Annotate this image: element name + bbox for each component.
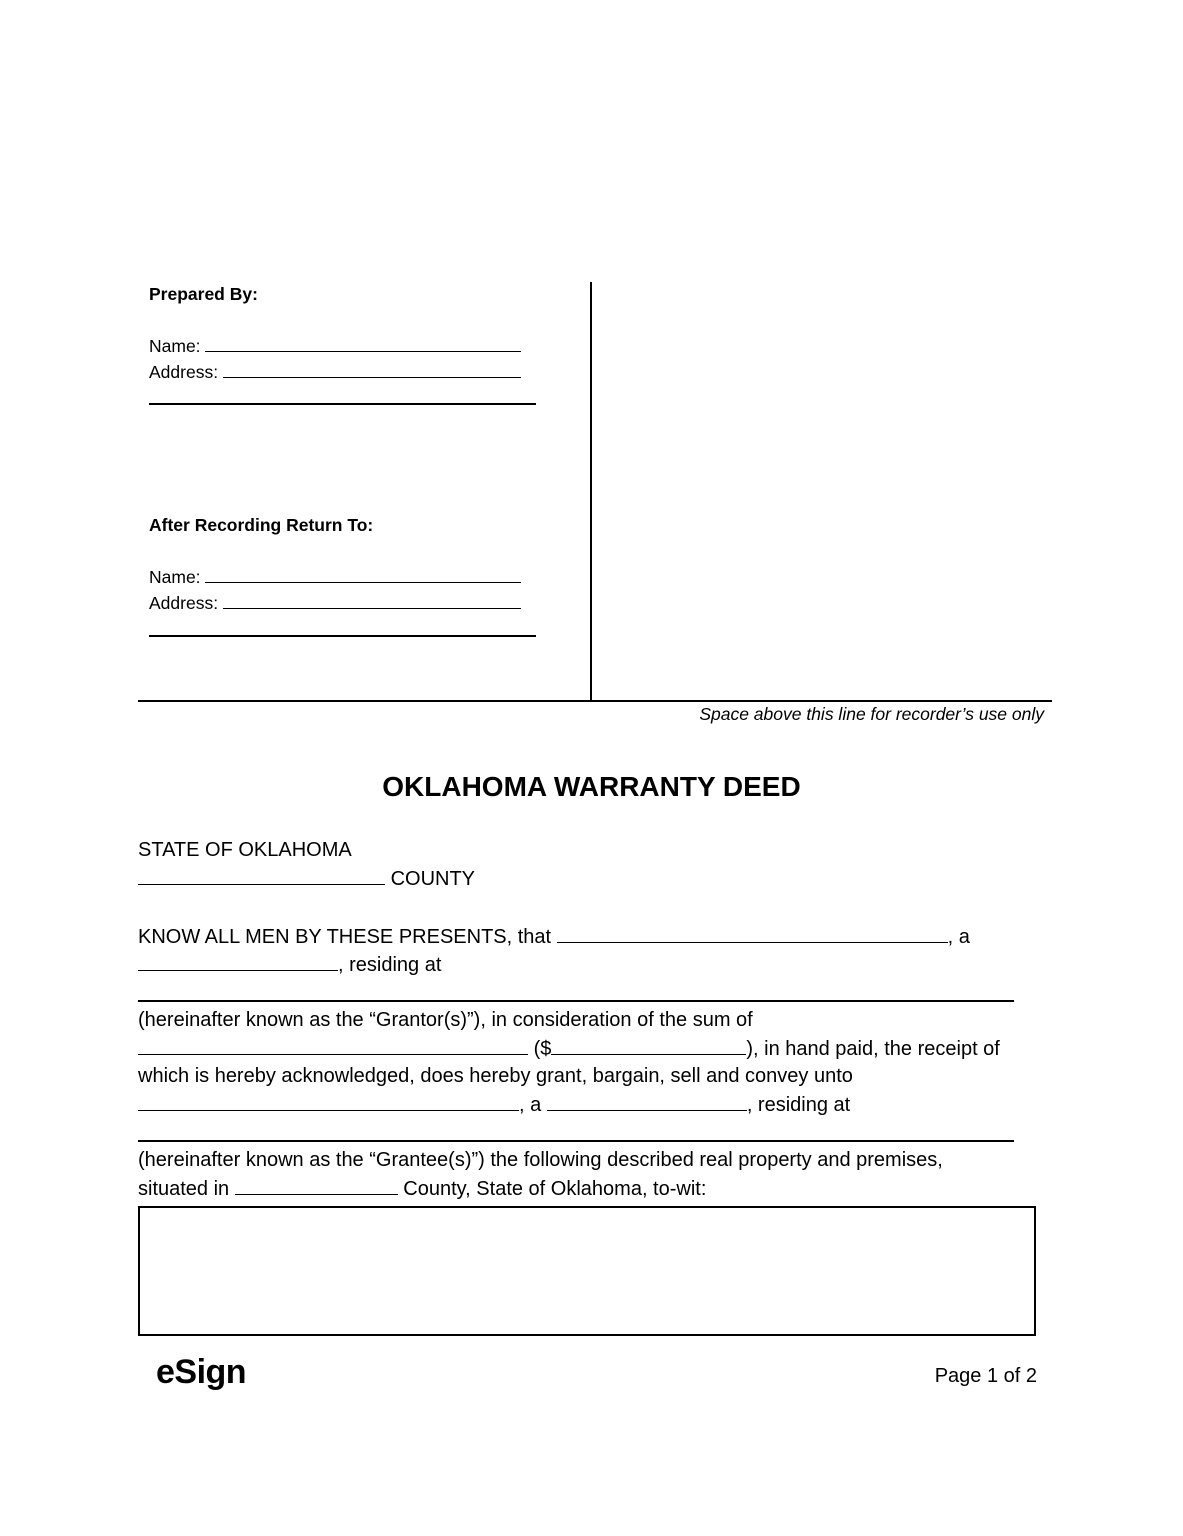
county-line: [138, 866, 475, 891]
grantor-address-field[interactable]: [138, 1000, 1014, 1002]
return-address-field[interactable]: [223, 590, 521, 609]
name-label: Name:: [149, 567, 201, 587]
prepared-address-field-2[interactable]: [149, 403, 536, 405]
return-address-row: [149, 590, 521, 615]
grantee-name-field[interactable]: [138, 1092, 519, 1111]
address-label: Address:: [149, 593, 219, 613]
know-all-text: KNOW ALL MEN BY THESE PRESENTS, that: [138, 926, 552, 948]
text: ), in hand paid, the receipt of: [746, 1038, 1000, 1060]
return-name-row: [149, 564, 521, 589]
consideration-amount-field[interactable]: [551, 1036, 746, 1055]
grantee-clause: (hereinafter known as the “Grantee(s)”) the following described real property and premises,: [138, 1149, 943, 1171]
grantor-line: [138, 924, 970, 949]
county-field[interactable]: [138, 866, 385, 885]
situated-line: [138, 1176, 706, 1201]
grantor-name-field[interactable]: [557, 924, 948, 943]
text: County, State of Oklahoma, to-wit:: [403, 1178, 707, 1200]
esign-logo: eSign: [156, 1353, 247, 1391]
grantor-status-line: [138, 952, 441, 977]
return-name-field[interactable]: [205, 564, 521, 583]
prepared-name-field[interactable]: [205, 333, 521, 352]
consideration-words-field[interactable]: [138, 1036, 528, 1055]
grantee-status-field[interactable]: [547, 1092, 747, 1111]
recorder-note: Space above this line for recorder’s use only: [699, 704, 1044, 724]
address-label: Address:: [149, 362, 219, 382]
county-label: COUNTY: [390, 868, 476, 890]
text: , residing at: [338, 954, 442, 976]
grantee-address-field[interactable]: [138, 1140, 1014, 1142]
legal-description-box[interactable]: [138, 1206, 1036, 1336]
text: , residing at: [746, 1094, 851, 1116]
grantee-line: [138, 1092, 850, 1117]
grantor-status-field[interactable]: [138, 952, 338, 971]
return-address-field-2[interactable]: [149, 635, 536, 637]
page-number: Page 1 of 2: [934, 1365, 1037, 1387]
text: situated in: [138, 1178, 230, 1200]
state-line: STATE OF OKLAHOMA: [138, 839, 352, 861]
vertical-divider: [590, 282, 592, 701]
text: , a: [519, 1094, 542, 1116]
prepared-address-row: [149, 359, 521, 384]
property-county-field[interactable]: [235, 1176, 398, 1195]
text: ($: [533, 1038, 552, 1060]
prepared-by-label: Prepared By:: [149, 284, 258, 304]
after-recording-label: After Recording Return To:: [149, 515, 374, 535]
grantor-clause: (hereinafter known as the “Grantor(s)”), in consideration of the sum of: [138, 1009, 753, 1031]
consideration-line: [138, 1036, 1000, 1061]
name-label: Name:: [149, 336, 201, 356]
document-title: OKLAHOMA WARRANTY DEED: [382, 771, 801, 802]
prepared-name-row: [149, 333, 521, 358]
convey-line: which is hereby acknowledged, does hereby grant, bargain, sell and convey unto: [138, 1065, 853, 1087]
text: , a: [947, 926, 970, 948]
prepared-address-field[interactable]: [223, 359, 521, 378]
